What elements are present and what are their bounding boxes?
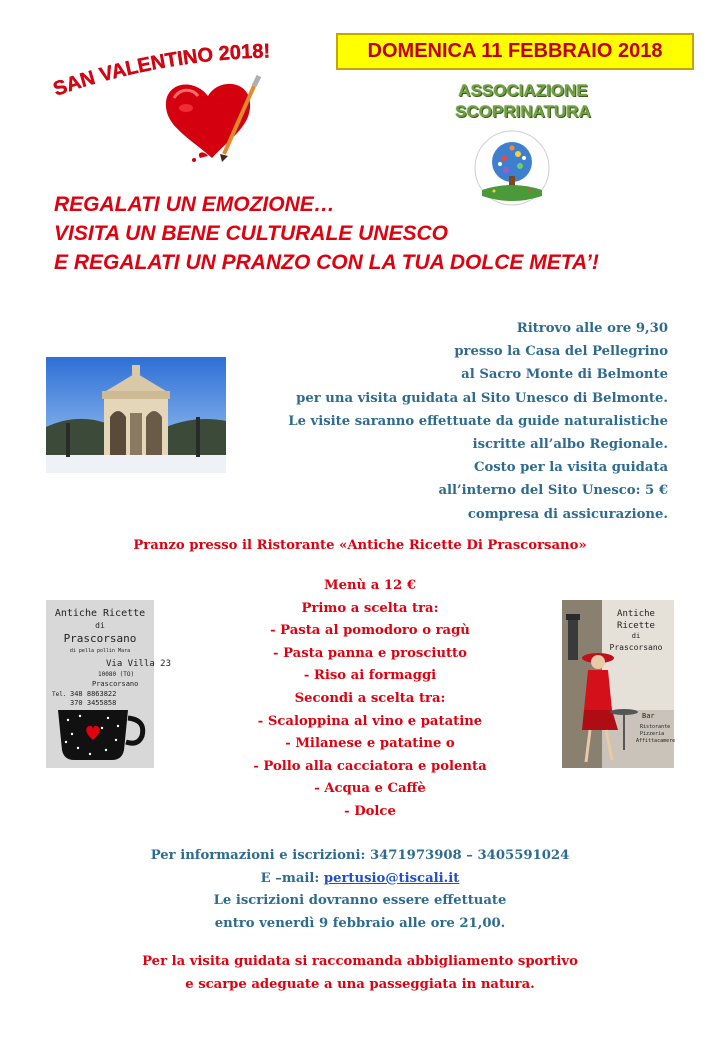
meeting-line-2: presso la Casa del Pellegrino	[454, 344, 668, 360]
card-left-phone-1: 348 8863822	[70, 690, 117, 698]
registration-note: Le iscrizioni dovranno essere effettuate	[213, 893, 507, 909]
menu-item: - Scaloppina al vino e patatine	[257, 713, 483, 729]
card-right-title-3: di	[631, 632, 641, 640]
restaurant-card-right	[562, 600, 674, 768]
association-line-2: SCOPRINATURA	[455, 102, 591, 121]
menu-item: - Dolce	[344, 803, 396, 819]
event-date-banner: DOMENICA 11 FEBBRAIO 2018	[336, 33, 694, 70]
card-right-title-1: Antiche	[617, 609, 655, 619]
card-left-town: Prascorsano	[92, 680, 139, 688]
menu-price: Menù a 12 €	[323, 578, 416, 593]
menu-item: - Pasta al pomodoro o ragù	[270, 623, 470, 639]
card-left-title-1: Antiche Ricette	[54, 608, 146, 619]
card-left-title-2: di	[95, 621, 105, 630]
registration-deadline: entro venerdì 9 febbraio alle ore 21,00.	[214, 915, 506, 931]
card-left-cap: 10080 (TO)	[98, 671, 135, 678]
card-right-title-4: Prascorsano	[609, 643, 663, 652]
meeting-line-7: Costo per la visita guidata	[473, 460, 668, 476]
contact-email-line	[0, 868, 720, 891]
menu-item: - Pasta panna e prosciutto	[273, 645, 467, 661]
email-link[interactable]: pertusio@tiscali.it	[323, 870, 460, 886]
meeting-line-3: al Sacro Monte di Belmonte	[461, 367, 668, 383]
menu-item: - Milanese e patatine o	[285, 736, 455, 752]
card-left-tel-label: Tel.	[52, 691, 67, 698]
association-line-1: ASSOCIAZIONE	[458, 81, 588, 100]
email-label: E –mail:	[260, 870, 324, 886]
menu-item: - Pollo alla cacciatora e polenta	[253, 758, 487, 774]
lunch-info: Pranzo presso il Ristorante «Antiche Ricette Di Prascorsano»	[133, 538, 587, 553]
advice	[0, 951, 720, 996]
headline-line-1: REGALATI UN EMOZIONE…	[54, 193, 335, 216]
menu-first-course-heading: Primo a scelta tra:	[301, 600, 439, 616]
meeting-line-5: Le visite saranno effettuate da guide naturalistiche	[288, 413, 668, 429]
restaurant-card-left	[46, 600, 172, 768]
card-right-sign-2: Ristorante	[640, 724, 671, 730]
meeting-line-4: per una visita guidata al Sito Unesco di Belmonte.	[296, 390, 668, 406]
meeting-line-1: Ritrovo alle ore 9,30	[516, 321, 668, 336]
card-right-sign-4: Affittacamere	[636, 738, 676, 744]
meeting-info	[208, 317, 668, 526]
menu-item: - Riso ai formaggi	[303, 668, 437, 684]
meeting-line-9: compresa di assicurazione.	[467, 506, 668, 522]
chapel-photo	[46, 357, 226, 473]
card-right-sign-1: Bar	[642, 712, 655, 720]
card-right-sign-3: Pizzeria	[640, 731, 665, 737]
headline	[54, 190, 664, 277]
meeting-line-6: iscritte all’albo Regionale.	[472, 437, 668, 453]
headline-line-3: E REGALATI UN PRANZO CON LA TUA DOLCE META’!	[54, 251, 599, 274]
advice-line-2: e scarpe adeguate a una passeggiata in natura.	[185, 976, 535, 992]
card-left-owner: di pella pollin Mara	[69, 648, 131, 654]
menu-second-course-heading: Secondi a scelta tra:	[294, 690, 446, 706]
association-name	[448, 80, 598, 122]
card-left-title-3: Prascorsano	[63, 632, 137, 645]
menu	[200, 575, 540, 824]
heart-icon	[160, 72, 270, 162]
meeting-line-8: all’interno del Sito Unesco: 5 €	[438, 483, 668, 499]
san-valentino-text: SAN VALENTINO 2018!	[50, 40, 271, 101]
card-left-address: Via Villa 23	[106, 659, 172, 669]
advice-line-1: Per la visita guidata si raccomanda abbigliamento sportivo	[142, 954, 578, 969]
menu-item: - Acqua e Caffè	[314, 781, 426, 797]
card-right-title-2: Ricette	[617, 621, 655, 631]
headline-line-2: VISITA UN BENE CULTURALE UNESCO	[54, 222, 448, 245]
contact-phones: Per informazioni e iscrizioni: 3471973908 – 3405591024	[150, 848, 570, 863]
card-left-phone-2: 370 3455858	[70, 699, 117, 707]
contact-info	[0, 845, 720, 935]
